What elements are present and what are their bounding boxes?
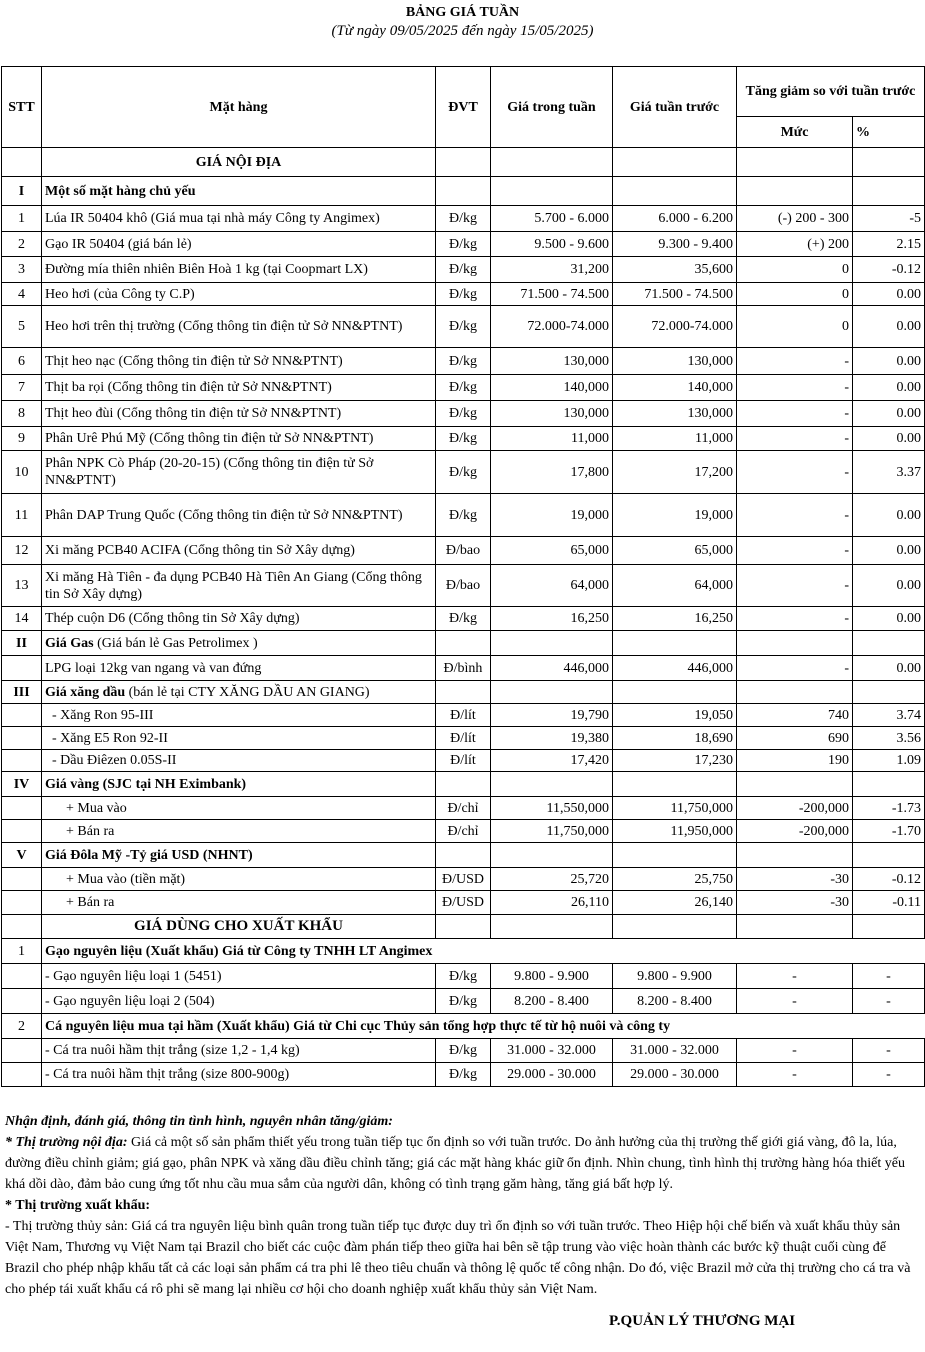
row-change-pct: -1.70 [853,820,925,843]
table-row [2,206,925,232]
row-stt: 13 [2,565,42,607]
fuel-rows [2,704,925,772]
row-unit: Đ/chỉ [436,797,491,820]
row-item: Phân NPK Cò Pháp (20-20-15) (Cổng thông tin điện tử Sở NN&PTNT) [42,451,436,494]
row-price-week: 65,000 [491,537,613,565]
row-change-pct: 0.00 [853,565,925,607]
row-stt: 9 [2,427,42,451]
row-price-prev: 71.500 - 74.500 [613,283,737,306]
row-stt: 11 [2,494,42,537]
date-range: (Từ ngày 09/05/2025 đến ngày 15/05/2025) [331,23,594,39]
row-stt: 12 [2,537,42,565]
header-item: Mặt hàng [42,67,436,148]
row-item: - Dầu Điêzen 0.05S-II [42,750,436,772]
row-change-level: - [737,427,853,451]
header-pct: % [853,117,925,148]
row-item: Heo hơi trên thị trường (Cổng thông tin điện tử Sở NN&PTNT) [42,306,436,348]
table-row [2,820,925,843]
row-change-pct: - [853,964,925,989]
row-price-prev: 8.200 - 8.400 [613,989,737,1014]
row-change-pct: 2.15 [853,232,925,257]
row-change-level: - [737,964,853,989]
header-stt: STT [2,67,42,148]
notes-heading: Nhận định, đánh giá, thông tin tình hình, nguyên nhân tăng/giảm: [5,1114,393,1129]
row-unit: Đ/bao [436,565,491,607]
row-change-pct: 0.00 [853,306,925,348]
table-row [2,401,925,427]
group-title: Giá vàng (SJC tại NH Eximbank) [42,772,436,797]
row-price-prev: 9.800 - 9.900 [613,964,737,989]
row-price-prev: 31.000 - 32.000 [613,1039,737,1063]
row-item: + Bán ra [42,891,436,915]
notes [5,1111,920,1300]
row-unit: Đ/USD [436,891,491,915]
row-price-prev: 19,000 [613,494,737,537]
row-change-pct: 0.00 [853,375,925,401]
price-table [1,66,925,1087]
row-change-level: -200,000 [737,820,853,843]
table-row [2,891,925,915]
table-row [2,750,925,772]
table-row [2,283,925,306]
group-stt: 1 [2,939,42,964]
group-stt: 2 [2,1014,42,1039]
row-stt [2,820,42,843]
row-price-prev: 11,000 [613,427,737,451]
row-unit: Đ/kg [436,607,491,631]
row-unit: Đ/kg [436,427,491,451]
row-change-pct: 3.74 [853,704,925,727]
row-unit: Đ/kg [436,375,491,401]
row-change-level: - [737,401,853,427]
row-stt: 14 [2,607,42,631]
table-row [2,537,925,565]
row-price-prev: 65,000 [613,537,737,565]
row-price-week: 17,800 [491,451,613,494]
row-price-week: 72.000-74.000 [491,306,613,348]
row-item: - Xăng E5 Ron 92-II [42,727,436,750]
row-price-week: 9.500 - 9.600 [491,232,613,257]
fish-export-rows [2,1039,925,1087]
row-price-week: 11,750,000 [491,820,613,843]
row-unit: Đ/kg [436,964,491,989]
row-item: + Mua vào [42,797,436,820]
header-price-prev: Giá tuần trước [613,67,737,148]
row-price-week: 140,000 [491,375,613,401]
row-change-level: - [737,607,853,631]
table-row [2,1063,925,1087]
row-change-level: 740 [737,704,853,727]
row-stt [2,1063,42,1087]
row-change-level: - [737,1039,853,1063]
table-row [2,257,925,283]
table-row [2,989,925,1014]
row-change-pct: 0.00 [853,283,925,306]
table-row [2,704,925,727]
row-price-week: 64,000 [491,565,613,607]
row-item: Phân DAP Trung Quốc (Cổng thông tin điện tử Sở NN&PTNT) [42,494,436,537]
row-item: Đường mía thiên nhiên Biên Hoà 1 kg (tại Coopmart LX) [42,257,436,283]
row-price-prev: 17,230 [613,750,737,772]
row-stt [2,1039,42,1063]
row-price-prev: 6.000 - 6.200 [613,206,737,232]
row-change-level: - [737,375,853,401]
group-title: Giá xăng dầu (bán lẻ tại CTY XĂNG DẦU AN GIANG) [42,681,436,704]
table-row [2,1039,925,1063]
rice-export-rows [2,964,925,1014]
gold-rows [2,797,925,843]
row-change-level: - [737,1063,853,1087]
row-change-level: - [737,348,853,375]
row-unit: Đ/kg [436,306,491,348]
row-stt [2,989,42,1014]
row-item: Xi măng Hà Tiên - đa dụng PCB40 Hà Tiên An Giang (Cổng thông tin Sở Xây dựng) [42,565,436,607]
row-price-prev: 72.000-74.000 [613,306,737,348]
row-item: Thép cuộn D6 (Cổng thông tin Sở Xây dựng) [42,607,436,631]
row-price-week: 29.000 - 30.000 [491,1063,613,1087]
row-item: + Bán ra [42,820,436,843]
row-item: Lúa IR 50404 khô (Giá mua tại nhà máy Công ty Angimex) [42,206,436,232]
group-title: Giá Đôla Mỹ -Tỷ giá USD (NHNT) [42,843,436,868]
row-stt: 7 [2,375,42,401]
table-row [2,375,925,401]
row-item: LPG loại 12kg van ngang và van đứng [42,656,436,681]
row-item: Thịt heo đùi (Cổng thông tin điện tử Sở NN&PTNT) [42,401,436,427]
section-export: GIÁ DÙNG CHO XUẤT KHẨU [42,915,436,939]
section-domestic: GIÁ NỘI ĐỊA [42,148,436,177]
row-change-level: - [737,989,853,1014]
group-stt: I [2,177,42,206]
row-stt [2,868,42,891]
row-price-prev: 26,140 [613,891,737,915]
group-stt: IV [2,772,42,797]
group-stt: II [2,631,42,656]
table-row [2,451,925,494]
row-change-level: 0 [737,283,853,306]
table-row [2,964,925,989]
notes-domestic: * Thị trường nội địa: Giá cả một số sản phẩm thiết yếu trong tuần tiếp tục ổn định so với tuần trước. Do ảnh hưởng của thị trường thế giới giá vàng, đô la, lúa, đường điều chỉnh giảm; giá gạo, phân NPK và xăng dầu điều chỉnh tăng; giá các mặt hàng khác giữ ổn định. Nhìn chung, tình hình thị trường hàng hóa thiết yếu khá dồi dào, đảm bảo cung ứng tốt nhu cầu mua sắm của người dân, không có tình trạng găm hàng, tăng giá bất hợp lý. [5,1135,905,1192]
notes-export-label: * Thị trường xuất khẩu: [5,1198,151,1213]
row-change-level: 0 [737,306,853,348]
row-unit: Đ/lít [436,704,491,727]
row-price-prev: 19,050 [613,704,737,727]
row-price-week: 25,720 [491,868,613,891]
header-price-week: Giá trong tuần [491,67,613,148]
row-price-prev: 17,200 [613,451,737,494]
row-price-week: 446,000 [491,656,613,681]
row-stt: 3 [2,257,42,283]
row-change-pct: 3.56 [853,727,925,750]
table-row [2,494,925,537]
row-unit: Đ/kg [436,451,491,494]
row-unit: Đ/bình [436,656,491,681]
row-price-week: 19,000 [491,494,613,537]
row-change-level: - [737,494,853,537]
row-change-pct: 0.00 [853,427,925,451]
row-price-week: 130,000 [491,348,613,375]
row-change-level: (-) 200 - 300 [737,206,853,232]
row-change-pct: 0.00 [853,607,925,631]
row-price-week: 8.200 - 8.400 [491,989,613,1014]
row-change-level: - [737,451,853,494]
row-change-pct: 1.09 [853,750,925,772]
row-item: - Xăng Ron 95-III [42,704,436,727]
row-price-week: 26,110 [491,891,613,915]
header-level: Mức [737,117,853,148]
row-unit: Đ/kg [436,1039,491,1063]
row-item: - Gạo nguyên liệu loại 2 (504) [42,989,436,1014]
row-item: Thịt heo nạc (Cổng thông tin điện tử Sở NN&PTNT) [42,348,436,375]
row-change-level: - [737,656,853,681]
row-change-pct: 0.00 [853,348,925,375]
row-stt: 10 [2,451,42,494]
table-row [2,427,925,451]
group-title: Một số mặt hàng chủ yếu [42,177,436,206]
row-item: Gạo IR 50404 (giá bán lẻ) [42,232,436,257]
table-row [2,727,925,750]
row-unit: Đ/kg [436,494,491,537]
row-item: Xi măng PCB40 ACIFA (Cổng thông tin Sở Xây dựng) [42,537,436,565]
row-price-week: 9.800 - 9.900 [491,964,613,989]
row-change-level: (+) 200 [737,232,853,257]
row-change-pct: -0.11 [853,891,925,915]
row-price-week: 16,250 [491,607,613,631]
row-price-prev: 130,000 [613,348,737,375]
main-rows [2,206,925,631]
row-price-week: 11,000 [491,427,613,451]
row-change-level: - [737,537,853,565]
row-stt: 5 [2,306,42,348]
row-unit: Đ/kg [436,1063,491,1087]
row-change-pct: 0.00 [853,537,925,565]
table-row [2,797,925,820]
row-price-prev: 9.300 - 9.400 [613,232,737,257]
row-price-prev: 25,750 [613,868,737,891]
row-stt [2,704,42,727]
group-stt: V [2,843,42,868]
row-item: + Mua vào (tiền mặt) [42,868,436,891]
row-item: - Cá tra nuôi hầm thịt trắng (size 800-900g) [42,1063,436,1087]
row-change-level: 0 [737,257,853,283]
row-price-prev: 64,000 [613,565,737,607]
row-item: Phân Urê Phú Mỹ (Cổng thông tin điện tử Sở NN&PTNT) [42,427,436,451]
row-unit: Đ/kg [436,206,491,232]
row-price-week: 19,380 [491,727,613,750]
table-row [2,868,925,891]
table-row [2,607,925,631]
row-change-level: -30 [737,868,853,891]
row-price-prev: 446,000 [613,656,737,681]
header-change: Tăng giảm so với tuần trước [737,67,925,117]
row-price-week: 5.700 - 6.000 [491,206,613,232]
row-unit: Đ/kg [436,348,491,375]
row-item: - Gạo nguyên liệu loại 1 (5451) [42,964,436,989]
row-price-week: 130,000 [491,401,613,427]
row-unit: Đ/kg [436,232,491,257]
row-price-prev: 35,600 [613,257,737,283]
row-price-prev: 29.000 - 30.000 [613,1063,737,1087]
document-title: BẢNG GIÁ TUẦN [405,5,520,20]
row-change-pct: - [853,1063,925,1087]
row-unit: Đ/lít [436,750,491,772]
row-stt [2,727,42,750]
row-change-level: 690 [737,727,853,750]
row-price-week: 17,420 [491,750,613,772]
gas-rows [2,656,925,681]
row-price-week: 31.000 - 32.000 [491,1039,613,1063]
row-price-prev: 130,000 [613,401,737,427]
group-stt: III [2,681,42,704]
row-price-prev: 16,250 [613,607,737,631]
row-stt [2,797,42,820]
row-stt: 8 [2,401,42,427]
row-item: Thịt ba rọi (Cổng thông tin điện tử Sở NN&PTNT) [42,375,436,401]
row-unit: Đ/kg [436,989,491,1014]
row-price-week: 71.500 - 74.500 [491,283,613,306]
table-row [2,348,925,375]
row-stt [2,964,42,989]
row-unit: Đ/kg [436,283,491,306]
row-change-level: -30 [737,891,853,915]
row-change-pct: 0.00 [853,494,925,537]
row-unit: Đ/chỉ [436,820,491,843]
row-change-pct: 0.00 [853,401,925,427]
row-unit: Đ/kg [436,257,491,283]
row-change-pct: -0.12 [853,868,925,891]
row-change-pct: 0.00 [853,656,925,681]
group-title: Cá nguyên liệu mua tại hầm (Xuất khẩu) Giá từ Chi cục Thủy sản tổng hợp thực tế từ hộ nuôi và công ty [42,1014,925,1039]
row-stt [2,891,42,915]
row-price-prev: 140,000 [613,375,737,401]
row-stt: 2 [2,232,42,257]
row-stt: 4 [2,283,42,306]
header-unit: ĐVT [436,67,491,148]
row-change-level: 190 [737,750,853,772]
row-unit: Đ/bao [436,537,491,565]
row-stt [2,656,42,681]
row-price-week: 11,550,000 [491,797,613,820]
row-price-prev: 11,750,000 [613,797,737,820]
row-price-prev: 11,950,000 [613,820,737,843]
row-change-level: - [737,565,853,607]
row-unit: Đ/USD [436,868,491,891]
row-change-pct: - [853,989,925,1014]
row-item: - Cá tra nuôi hầm thịt trắng (size 1,2 - 1,4 kg) [42,1039,436,1063]
row-price-prev: 18,690 [613,727,737,750]
row-item: Heo hơi (của Công ty C.P) [42,283,436,306]
row-stt: 6 [2,348,42,375]
row-unit: Đ/kg [436,401,491,427]
row-change-pct: -1.73 [853,797,925,820]
row-price-week: 31,200 [491,257,613,283]
row-unit: Đ/lít [436,727,491,750]
notes-export: - Thị trường thủy sản: Giá cá tra nguyên liệu bình quân trong tuần tiếp tục được duy trì ổn định so với tuần trước. Theo Hiệp hội chế biến và xuất khẩu thủy sản Việt Nam, Thương vụ Việt Nam tại Brazil cho biết các cuộc đàm phán tiếp theo giữa hai bên sẽ tập trung vào việc hoàn thành các bước kỹ thuật cuối cùng để Brazil cho phép nhập khẩu tất cả các loại sản phẩm cá tra phi lê theo tiêu chuẩn và thông lệ quốc tế công nhận. Do đó, việc Brazil mở cửa thị trường cho cá tra và cho phép tái xuất khẩu cá rô phi sẽ mang lại nhiều cơ hội cho doanh nghiệp xuất khẩu thủy sản Việt Nam. [5,1219,911,1297]
row-change-pct: -0.12 [853,257,925,283]
usd-rows [2,868,925,915]
row-price-week: 19,790 [491,704,613,727]
signature: P.QUẢN LÝ THƯƠNG MẠI [609,1313,796,1329]
row-change-level: -200,000 [737,797,853,820]
table-row [2,306,925,348]
row-stt: 1 [2,206,42,232]
row-stt [2,750,42,772]
row-change-pct: 3.37 [853,451,925,494]
row-change-pct: -5 [853,206,925,232]
row-change-pct: - [853,1039,925,1063]
table-row [2,232,925,257]
table-row [2,656,925,681]
table-row [2,565,925,607]
group-title: Gạo nguyên liệu (Xuất khẩu) Giá từ Công ty TNHH LT Angimex [42,939,925,964]
group-title: Giá Gas (Giá bán lẻ Gas Petrolimex ) [42,631,436,656]
